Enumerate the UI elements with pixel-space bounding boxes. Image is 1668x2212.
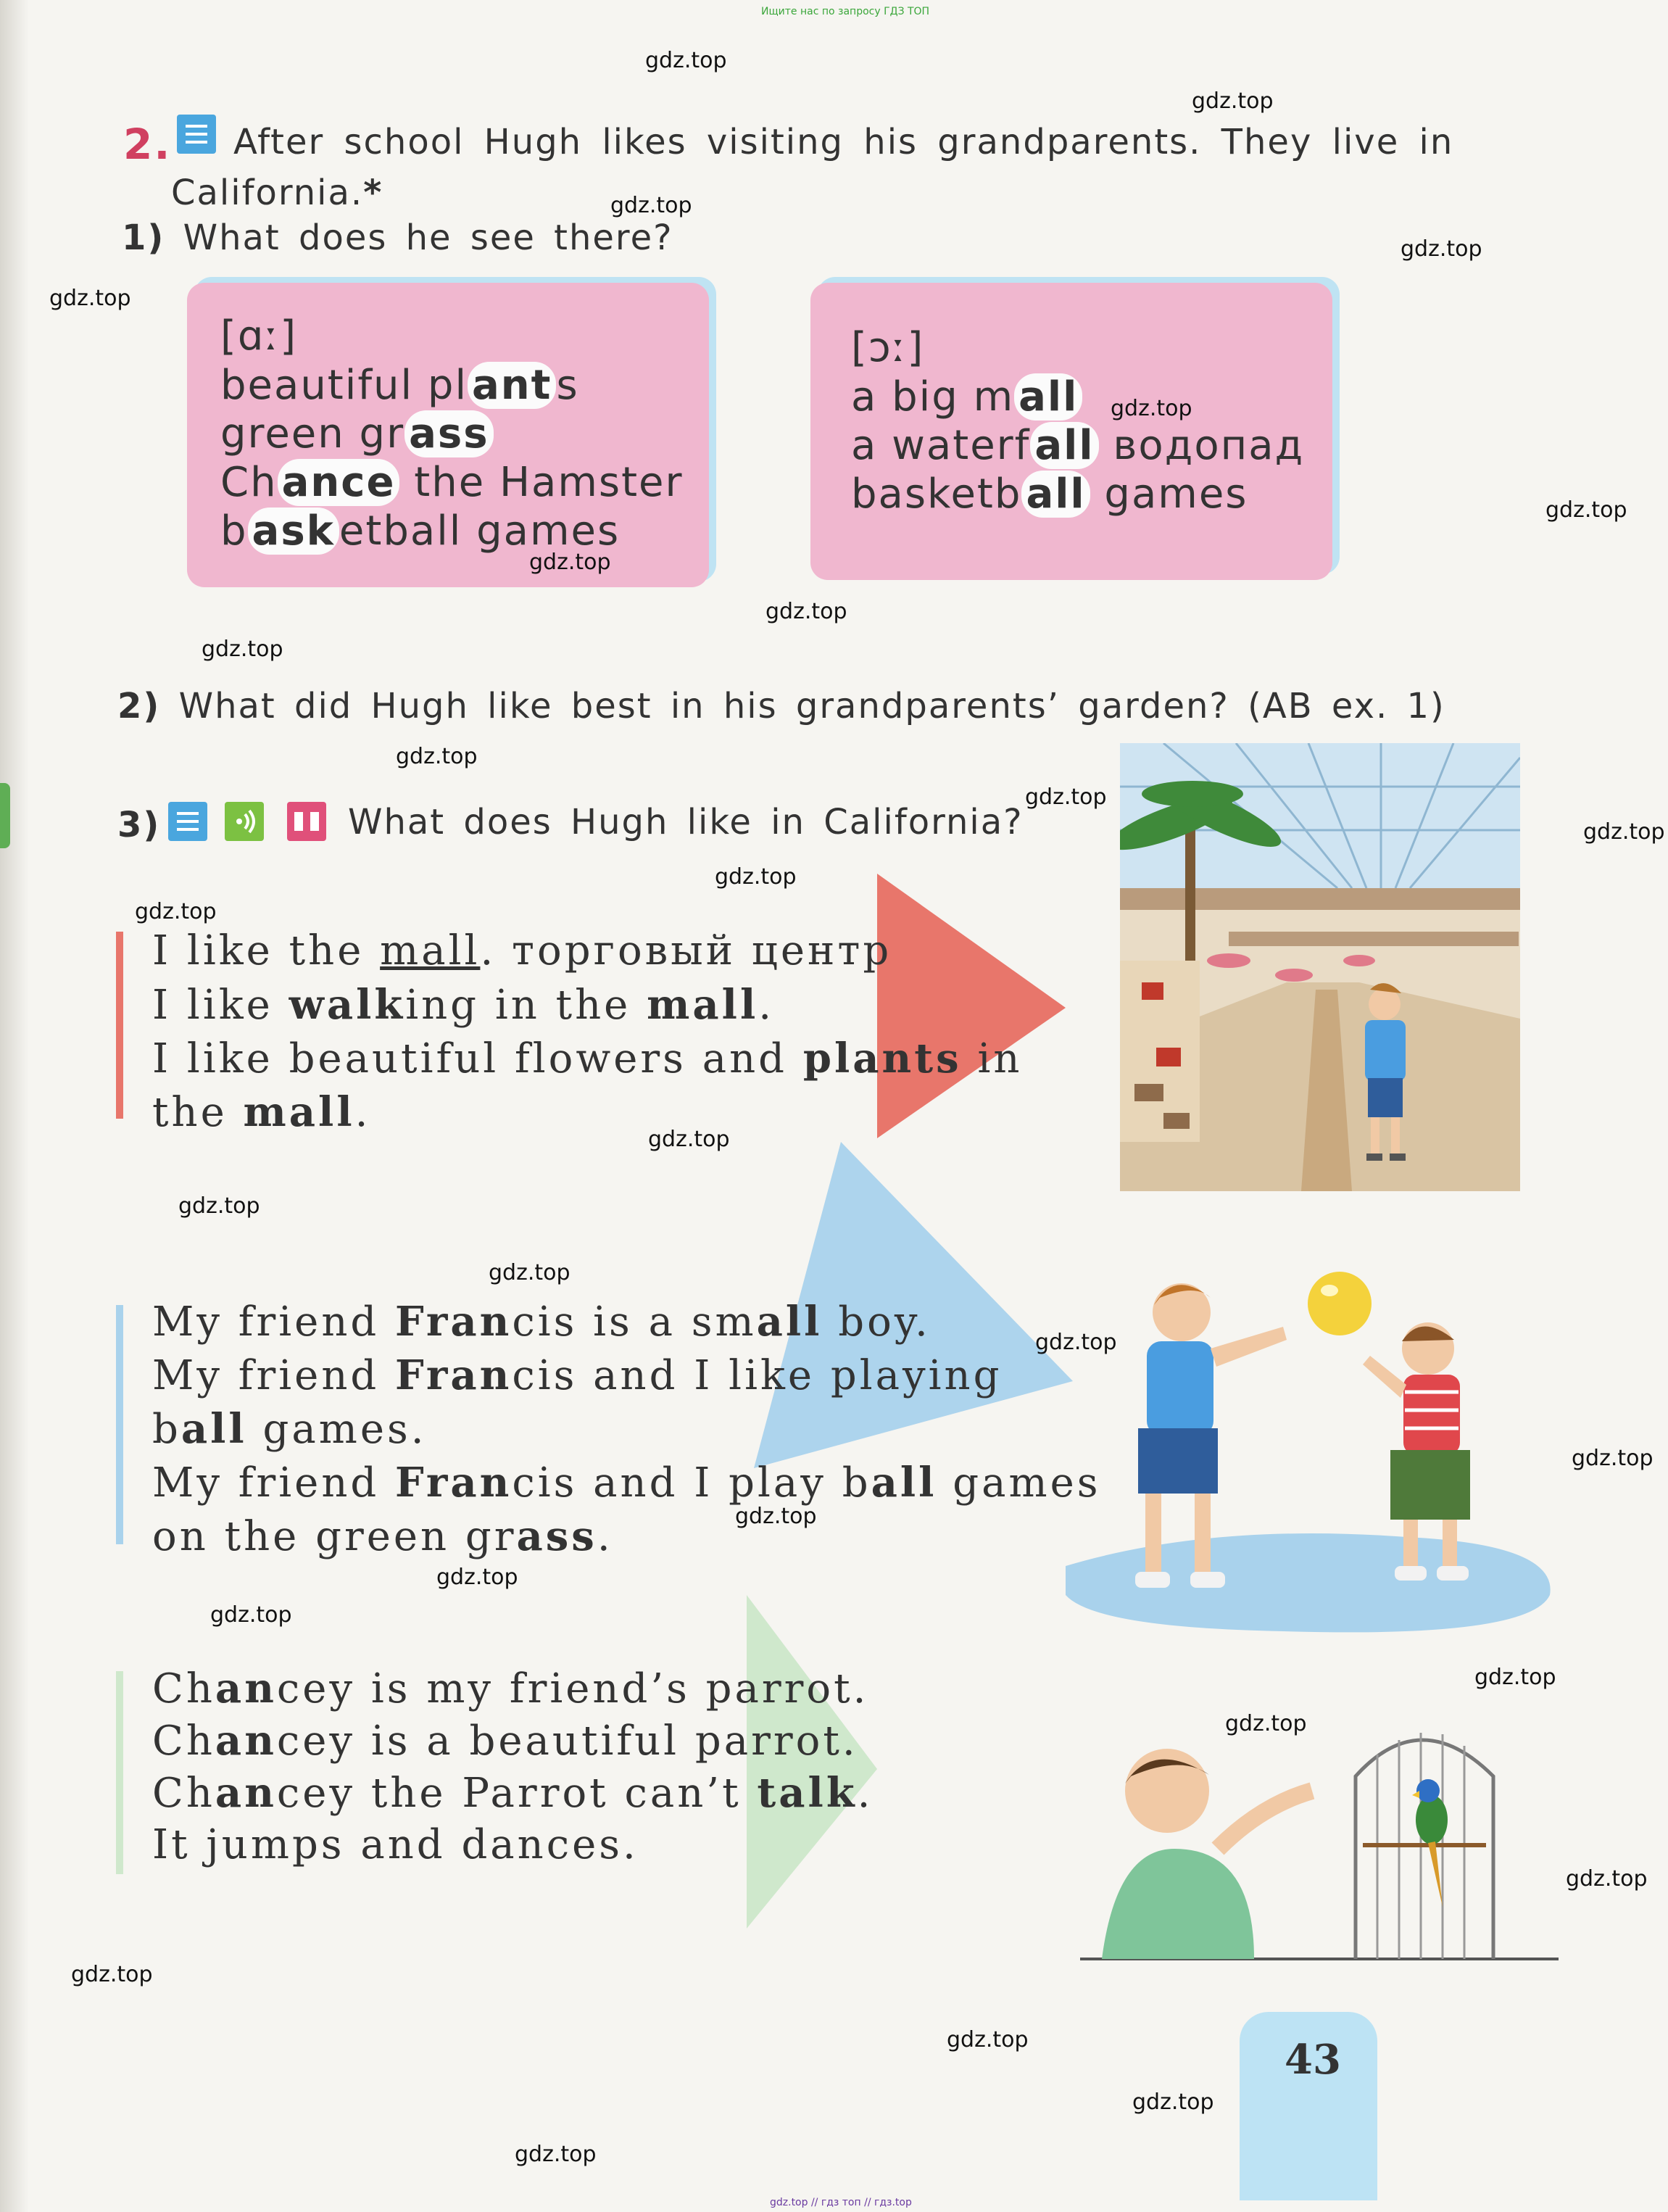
exercise-intro-line1: After school Hugh likes visiting his grandparents. They live in [233, 122, 1454, 162]
watermark: gdz.top [1566, 1866, 1648, 1892]
green-side-bar [116, 1671, 123, 1874]
blue-side-bar [116, 1305, 123, 1544]
watermark: gdz.top [1583, 819, 1665, 845]
question-1: 1) What does he see there? [122, 218, 673, 258]
watermark: gdz.top [947, 2027, 1029, 2052]
phonetic-o: [ɔː] [851, 324, 925, 371]
card-left-line-1: beautiful pl ant s [220, 362, 579, 409]
question-3-number: 3) [117, 805, 161, 845]
mall-line-3: I like beautiful flowers and plants in [152, 1035, 1023, 1082]
phonetic-a: [ɑː] [220, 312, 298, 360]
watermark: gdz.top [1132, 2089, 1214, 2115]
watermark: gdz.top [735, 1504, 817, 1529]
watermark: gdz.top [1225, 1711, 1307, 1736]
watermark: gdz.top [1572, 1446, 1654, 1471]
page-edge-green [0, 783, 10, 848]
card-sound-o [810, 283, 1332, 580]
exercise-intro-line2: California.* [171, 173, 383, 213]
chancey-line-1: Chancey is my friend’s parrot. [152, 1665, 869, 1712]
watermark: gdz.top [49, 286, 131, 311]
exercise-number: 2. [123, 120, 172, 169]
watermark: gdz.top [1401, 236, 1482, 262]
watermark: gdz.top [765, 599, 847, 624]
card-right-line-3: basketb all games [851, 471, 1248, 518]
card-left-line-2: green gr ass [220, 410, 494, 458]
bottom-footer-note: gdz.top // гдз топ // гдз.top [770, 2197, 912, 2208]
watermark: gdz.top [610, 193, 692, 218]
francis-line-5: on the green grass. [152, 1512, 613, 1560]
red-triangle [870, 874, 1073, 1142]
boys-playing-ball-illustration [1066, 1233, 1559, 1639]
watermark: gdz.top [715, 864, 797, 890]
card-sound-a [187, 283, 709, 587]
page-number: 43 [1285, 2036, 1341, 2084]
chancey-line-2: Chancey is a beautiful parrot. [152, 1717, 858, 1765]
card-left-line-3: Ch ance the Hamster [220, 459, 684, 506]
watermark: gdz.top [178, 1193, 260, 1219]
top-search-note: Ищите нас по запросу ГДЗ ТОП [761, 6, 930, 17]
card-left-line-4: b ask etball games [220, 508, 621, 555]
mall-line-2: I like walking in the mall. [152, 981, 775, 1029]
card-right-line-1: a big m all [851, 373, 1082, 421]
red-side-bar [116, 932, 123, 1119]
watermark: gdz.top [396, 744, 478, 769]
chancey-line-3: Chancey the Parrot can’t talk. [152, 1769, 874, 1817]
speaking-icon [287, 802, 326, 841]
watermark: gdz.top [515, 2142, 597, 2167]
watermark: gdz.top [436, 1565, 518, 1590]
watermark: gdz.top [1545, 497, 1627, 523]
watermark: gdz.top [529, 550, 611, 575]
watermark: gdz.top [489, 1260, 570, 1285]
listening-icon [225, 802, 264, 841]
watermark: gdz.top [202, 637, 283, 662]
watermark: gdz.top [210, 1602, 292, 1628]
watermark: gdz.top [1025, 784, 1107, 810]
mall-illustration [1120, 743, 1520, 1191]
chancey-line-4: It jumps and dances. [152, 1821, 639, 1868]
mall-line-1: I like the mall. торговый центр [152, 927, 892, 974]
francis-line-4: My friend Francis and I play ball games [152, 1459, 1101, 1507]
francis-line-3: ball games. [152, 1405, 427, 1453]
boy-and-parrot-illustration [1073, 1689, 1566, 1972]
card-right-line-2: a waterf all водопад [851, 422, 1305, 469]
question-2: 2) What did Hugh like best in his grandparents’ garden? (AB ex. 1) [117, 686, 1445, 726]
watermark: gdz.top [1192, 88, 1274, 114]
watermark: gdz.top [71, 1962, 153, 1987]
watermark: gdz.top [645, 48, 727, 73]
watermark: gdz.top [135, 899, 217, 924]
francis-line-2: My friend Francis and I like playing [152, 1351, 1003, 1399]
page-binding-shadow [0, 0, 29, 2212]
watermark: gdz.top [1035, 1330, 1117, 1355]
watermark: gdz.top [1474, 1665, 1556, 1690]
watermark: gdz.top [1111, 396, 1192, 421]
reading-icon [177, 115, 216, 154]
reading-icon [168, 802, 207, 841]
watermark: gdz.top [648, 1127, 730, 1152]
mall-line-4: the mall. [152, 1088, 371, 1136]
francis-line-1: My friend Francis is a small boy. [152, 1298, 931, 1346]
question-3-text: What does Hugh like in California? [348, 802, 1024, 842]
